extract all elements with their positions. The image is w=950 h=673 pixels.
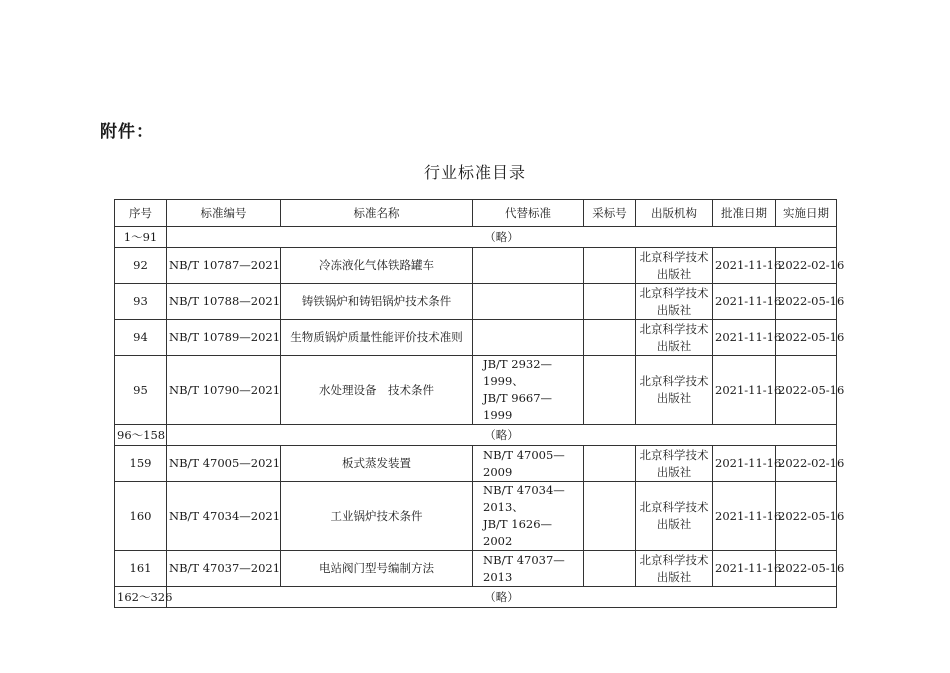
header-cell: 出版机构 [636,200,713,227]
approval-date: 2021-11-16 [713,248,776,284]
standard-code: NB/T 10787—2021 [167,248,281,284]
table-row [115,551,837,587]
table-row [115,284,837,320]
replaced-standard [473,248,584,284]
adopted-number [584,320,636,356]
implementation-date: 2022-05-16 [776,551,837,587]
omitted-range-row [115,227,837,248]
approval-date: 2021-11-16 [713,320,776,356]
table-row [115,248,837,284]
table-row [115,320,837,356]
standard-code: NB/T 10788—2021 [167,284,281,320]
table-row [115,356,837,425]
omitted-range-row [115,587,837,608]
omitted-note: （略） [167,587,837,608]
publisher: 北京科学技术 出版社 [636,284,713,320]
row-number: 159 [115,446,167,482]
standard-code: NB/T 10790—2021 [167,356,281,425]
standard-name: 工业锅炉技术条件 [281,482,473,551]
standard-name: 铸铁锅炉和铸铝锅炉技术条件 [281,284,473,320]
row-number: 96～158 [115,425,167,446]
standard-code: NB/T 47037—2021 [167,551,281,587]
row-number: 161 [115,551,167,587]
publisher: 北京科学技术 出版社 [636,320,713,356]
standard-name: 板式蒸发装置 [281,446,473,482]
row-number: 94 [115,320,167,356]
header-cell: 序号 [115,200,167,227]
row-number: 162～326 [115,587,167,608]
publisher: 北京科学技术 出版社 [636,446,713,482]
replaced-standard [473,320,584,356]
adopted-number [584,356,636,425]
replaced-standard [473,284,584,320]
omitted-note: （略） [167,425,837,446]
standard-code: NB/T 10789—2021 [167,320,281,356]
standard-name: 冷冻液化气体铁路罐车 [281,248,473,284]
adopted-number [584,551,636,587]
implementation-date: 2022-05-16 [776,482,837,551]
table-header-row [115,200,837,227]
replaced-standard: JB/T 2932—1999、 JB/T 9667—1999 [473,356,584,425]
replaced-standard: NB/T 47037—2013 [473,551,584,587]
publisher: 北京科学技术 出版社 [636,482,713,551]
publisher: 北京科学技术 出版社 [636,248,713,284]
standard-code: NB/T 47005—2021 [167,446,281,482]
omitted-note: （略） [167,227,837,248]
adopted-number [584,446,636,482]
row-number: 95 [115,356,167,425]
row-number: 93 [115,284,167,320]
document-title: 行业标准目录 [423,163,526,182]
header-cell: 代替标准 [473,200,584,227]
header-cell: 采标号 [584,200,636,227]
implementation-date: 2022-05-16 [776,356,837,425]
adopted-number [584,482,636,551]
row-number: 92 [115,248,167,284]
approval-date: 2021-11-16 [713,356,776,425]
attachment-label: 附件： [100,122,154,142]
standard-name: 电站阀门型号编制方法 [281,551,473,587]
table-row [115,482,837,551]
header-cell: 实施日期 [776,200,837,227]
standards-table [114,199,845,608]
replaced-standard: NB/T 47034—2013、 JB/T 1626—2002 [473,482,584,551]
row-number: 1～91 [115,227,167,248]
approval-date: 2021-11-16 [713,482,776,551]
publisher: 北京科学技术 出版社 [636,356,713,425]
standard-code: NB/T 47034—2021 [167,482,281,551]
header-cell: 标准名称 [281,200,473,227]
implementation-date: 2022-02-16 [776,446,837,482]
standard-name: 生物质锅炉质量性能评价技术准则 [281,320,473,356]
row-number: 160 [115,482,167,551]
approval-date: 2021-11-16 [713,446,776,482]
header-cell: 标准编号 [167,200,281,227]
approval-date: 2021-11-16 [713,551,776,587]
adopted-number [584,284,636,320]
implementation-date: 2022-02-16 [776,248,837,284]
adopted-number [584,248,636,284]
publisher: 北京科学技术 出版社 [636,551,713,587]
omitted-range-row [115,425,837,446]
approval-date: 2021-11-16 [713,284,776,320]
header-cell: 批准日期 [713,200,776,227]
implementation-date: 2022-05-16 [776,284,837,320]
table-row [115,446,837,482]
standard-name: 水处理设备 技术条件 [281,356,473,425]
implementation-date: 2022-05-16 [776,320,837,356]
replaced-standard: NB/T 47005—2009 [473,446,584,482]
